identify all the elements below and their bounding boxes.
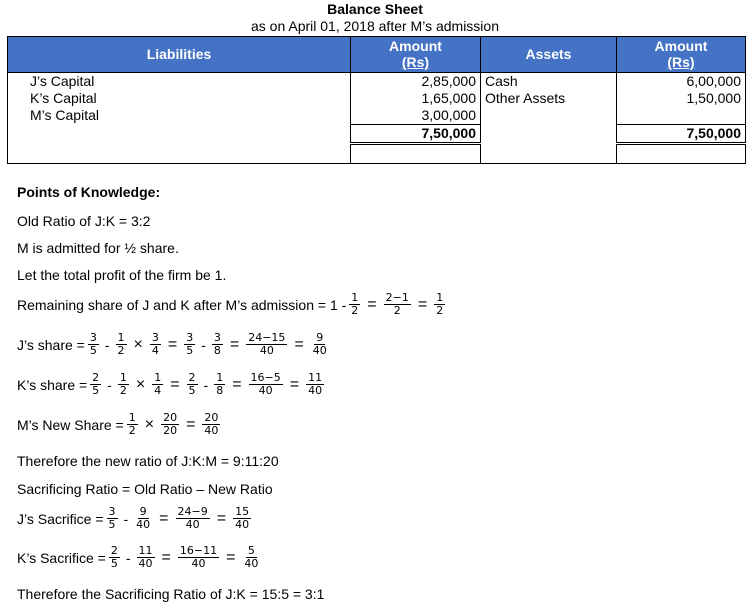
operator: =	[170, 375, 180, 393]
denominator: 5	[110, 557, 118, 570]
operator: =	[186, 415, 196, 433]
operator: =	[289, 375, 300, 393]
equation-label: J’s share =	[17, 336, 85, 353]
table-row	[8, 90, 746, 107]
operator: -	[201, 336, 206, 353]
denominator: 40	[138, 557, 153, 570]
table-row	[8, 107, 746, 125]
total-liabilities: 7,50,000	[351, 125, 481, 144]
equation-label: K’s Sacrifice =	[17, 549, 106, 566]
numerator: 3	[151, 331, 159, 344]
fraction	[152, 372, 163, 397]
operator: ×	[135, 375, 146, 393]
total-row	[8, 125, 746, 144]
m-share-equation	[17, 412, 223, 437]
denominator: 2	[119, 384, 127, 397]
header-assets: Assets	[481, 37, 617, 73]
numerator: 2	[188, 371, 196, 384]
numerator: 5	[247, 544, 255, 557]
operator: =	[161, 548, 171, 566]
numerator: 3	[213, 331, 221, 344]
sacrificing-ratio-definition: Sacrificing Ratio = Old Ratio – New Ratio	[17, 481, 273, 497]
operator: ×	[144, 415, 155, 433]
header-amount-unit: (Rs)	[667, 54, 695, 70]
denominator: 5	[188, 384, 196, 397]
denominator: 20	[163, 424, 178, 437]
fraction	[246, 332, 287, 357]
numerator: 1	[154, 371, 162, 384]
fraction	[178, 545, 219, 570]
liability-amount-cell: 3,00,000	[351, 107, 481, 125]
numerator: 16−11	[179, 544, 218, 557]
denominator: 40	[204, 424, 219, 437]
numerator: 2	[110, 544, 118, 557]
numerator: 9	[139, 505, 147, 518]
denominator: 40	[258, 384, 273, 397]
denominator: 5	[108, 518, 116, 531]
denominator: 8	[216, 384, 224, 397]
fraction	[90, 372, 101, 397]
operator: =	[216, 509, 227, 527]
notes-heading: Points of Knowledge:	[17, 184, 161, 200]
closing-row	[8, 144, 746, 164]
balance-sheet-subtitle: as on April 01, 2018 after M’s admission	[251, 18, 499, 34]
total-profit-text: Let the total profit of the firm be 1.	[17, 267, 227, 283]
fraction	[384, 292, 411, 317]
denominator: 4	[151, 344, 159, 357]
header-amount-unit: (Rs)	[401, 54, 430, 70]
total-assets: 7,50,000	[617, 125, 746, 144]
operator: =	[159, 509, 169, 527]
numerator: 2−1	[385, 291, 409, 304]
operator: =	[167, 335, 178, 353]
numerator: 24−9	[177, 505, 208, 518]
equation-label: Remaining share of J and K after M’s admission = 1 -	[17, 296, 347, 313]
fraction	[127, 412, 138, 437]
denominator: 40	[136, 518, 151, 531]
numerator: 1	[216, 371, 224, 384]
fraction	[249, 372, 283, 397]
header-amount-label: Amount	[389, 38, 442, 54]
fraction	[306, 372, 324, 397]
fraction	[137, 545, 155, 570]
denominator: 40	[235, 518, 250, 531]
numerator: 1	[351, 291, 359, 304]
numerator: 3	[108, 505, 116, 518]
denominator: 40	[244, 557, 259, 570]
operator: -	[107, 376, 112, 393]
empty-cell	[351, 144, 481, 164]
fraction	[107, 506, 118, 531]
numerator: 20	[163, 411, 178, 424]
fraction	[109, 545, 120, 570]
denominator: 4	[154, 384, 162, 397]
equation-label: M’s New Share =	[17, 416, 124, 433]
table-header-row	[8, 37, 746, 73]
fraction	[311, 332, 329, 357]
admitted-text: M is admitted for ½ share.	[17, 240, 179, 256]
header-liabilities: Liabilities	[8, 37, 351, 73]
liability-cell: M’s Capital	[8, 107, 351, 125]
asset-cell: Other Assets	[481, 90, 617, 107]
header-amount-assets	[617, 37, 746, 73]
numerator: 1	[128, 411, 136, 424]
numerator: 3	[89, 331, 97, 344]
fraction	[202, 412, 220, 437]
balance-sheet-table	[7, 36, 746, 164]
denominator: 40	[185, 518, 200, 531]
asset-amount-cell: 1,50,000	[617, 90, 746, 107]
balance-sheet-title: Balance Sheet	[327, 1, 423, 17]
denominator: 5	[186, 344, 194, 357]
fraction	[214, 372, 225, 397]
conclusion-text: Therefore the Sacrificing Ratio of J:K = 15:5 = 3:1	[17, 586, 325, 602]
operator: =	[417, 295, 428, 313]
denominator: 5	[92, 384, 100, 397]
denominator: 40	[308, 384, 323, 397]
fraction	[242, 545, 260, 570]
asset-cell: Cash	[481, 73, 617, 91]
table-row	[8, 73, 746, 91]
denominator: 2	[117, 344, 125, 357]
asset-amount-cell: 6,00,000	[617, 73, 746, 91]
empty-cell	[481, 144, 617, 164]
operator: -	[125, 549, 131, 566]
numerator: 1	[436, 291, 444, 304]
operator: =	[229, 335, 240, 353]
fraction	[161, 412, 179, 437]
equation-label: K’s share =	[17, 376, 88, 393]
fraction	[116, 332, 127, 357]
k-share-equation	[17, 372, 327, 397]
denominator: 40	[312, 344, 327, 357]
denominator: 8	[213, 344, 221, 357]
denominator: 2	[128, 424, 136, 437]
numerator: 11	[308, 371, 323, 384]
numerator: 2	[92, 371, 100, 384]
operator: -	[123, 510, 129, 527]
operator: =	[232, 375, 242, 393]
numerator: 24−15	[248, 331, 286, 344]
numerator: 11	[138, 544, 153, 557]
header-amount-label: Amount	[654, 38, 708, 54]
liability-amount-cell: 1,65,000	[351, 90, 481, 107]
numerator: 1	[119, 371, 127, 384]
denominator: 2	[351, 304, 359, 317]
header-amount-liabilities	[351, 37, 481, 73]
empty-cell	[617, 144, 746, 164]
empty-cell	[8, 125, 351, 144]
fraction	[184, 332, 195, 357]
numerator: 15	[235, 505, 250, 518]
fraction	[212, 332, 223, 357]
equation-label: J’s Sacrifice =	[17, 510, 104, 527]
operator: ×	[133, 335, 143, 353]
fraction	[233, 506, 251, 531]
fraction	[187, 372, 198, 397]
operator: -	[104, 336, 110, 353]
liability-cell: K’s Capital	[8, 90, 351, 107]
operator: -	[203, 376, 209, 393]
numerator: 1	[117, 331, 125, 344]
operator: =	[367, 295, 377, 313]
numerator: 20	[204, 411, 219, 424]
liability-amount-cell: 2,85,000	[351, 73, 481, 91]
fraction	[118, 372, 129, 397]
fraction	[434, 292, 445, 317]
fraction	[176, 506, 210, 531]
numerator: 3	[186, 331, 194, 344]
denominator: 40	[259, 344, 274, 357]
denominator: 2	[436, 304, 444, 317]
denominator: 2	[393, 304, 401, 317]
liability-cell: J’s Capital	[8, 73, 351, 91]
j-share-equation	[17, 332, 332, 357]
operator: =	[294, 335, 304, 353]
operator: =	[226, 548, 236, 566]
numerator: 16−5	[250, 371, 281, 384]
remaining-share-equation	[17, 292, 448, 317]
empty-cell	[8, 144, 351, 164]
fraction	[88, 332, 99, 357]
asset-amount-cell	[617, 107, 746, 125]
empty-cell	[481, 125, 617, 144]
k-sacrifice-equation	[17, 545, 263, 570]
fraction	[150, 332, 161, 357]
fraction	[134, 506, 152, 531]
fraction	[349, 292, 360, 317]
old-ratio-text: Old Ratio of J:K = 3:2	[17, 213, 151, 229]
asset-cell	[481, 107, 617, 125]
denominator: 5	[89, 344, 97, 357]
numerator: 9	[316, 331, 324, 344]
new-ratio-text: Therefore the new ratio of J:K:M = 9:11:20	[17, 453, 279, 469]
denominator: 40	[191, 557, 206, 570]
j-sacrifice-equation	[17, 506, 254, 531]
